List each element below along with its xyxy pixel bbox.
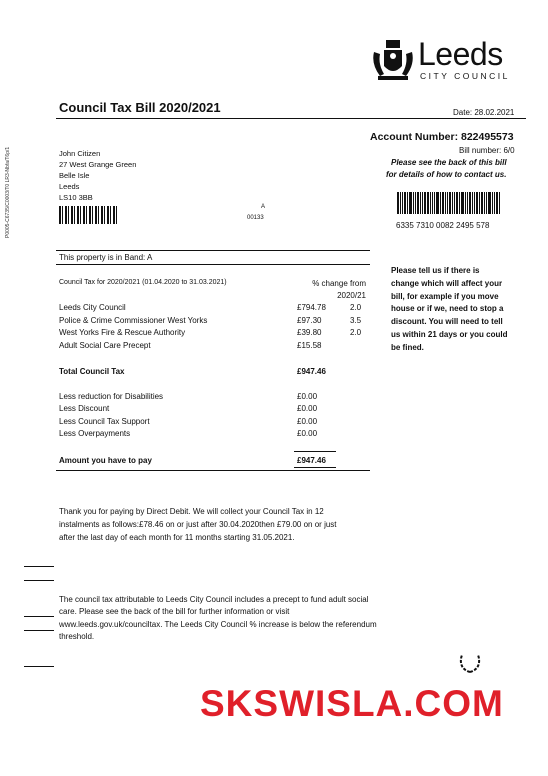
barcode-bar — [445, 192, 446, 214]
contact-note-2: for details of how to contact us. — [386, 170, 507, 179]
barcode-bar — [422, 192, 423, 214]
tax-item-label: West Yorks Fire & Rescue Authority — [59, 328, 186, 337]
tell-us-line: be fined. — [391, 342, 424, 352]
pay-rule-bottom — [294, 467, 336, 468]
property-band: This property is in Band: A — [59, 253, 153, 262]
bill-date: Date: 28.02.2021 — [453, 108, 515, 117]
barcode-bar — [499, 192, 500, 214]
tax-item-label: Leeds City Council — [59, 303, 126, 312]
precept-line: www.leeds.gov.uk/counciltax. The Leeds City Council % increase is below the referendum — [59, 619, 377, 629]
barcode-bar — [461, 192, 464, 214]
address-line: 27 West Grange Green — [59, 160, 137, 169]
barcode-bar — [442, 192, 444, 214]
deduction-amount: £0.00 — [297, 404, 318, 413]
tax-item-amount: £39.80 — [297, 328, 322, 337]
margin-mark — [24, 566, 54, 567]
total-label: Total Council Tax — [59, 367, 125, 376]
account-barcode — [397, 192, 505, 214]
deduction-label: Less Overpayments — [59, 429, 131, 438]
precept-line: care. Please see the back of the bill for further information or visit — [59, 607, 290, 617]
barcode-bar — [404, 192, 406, 214]
barcode-bar — [434, 192, 435, 214]
logo-subtitle: CITY COUNCIL — [420, 71, 510, 81]
precept-paragraph — [59, 594, 377, 643]
deduction-label: Less Council Tax Support — [59, 417, 150, 426]
payment-line: instalments as follows:£78.46 on or just after 30.04.2020then £79.00 on or just — [59, 520, 337, 529]
change-header-2: 2020/21 — [337, 291, 366, 300]
pay-label: Amount you have to pay — [59, 456, 152, 465]
barcode-bar — [454, 192, 455, 214]
section-rule — [56, 470, 370, 471]
tell-us-line: house or if we, need to stop a — [391, 304, 504, 314]
barcode-bar — [436, 192, 439, 214]
title-rule — [56, 118, 526, 119]
barcode-bar — [488, 192, 491, 214]
barcode-bar — [432, 192, 433, 214]
barcode-bar — [447, 192, 448, 214]
barcode-bar — [430, 192, 431, 214]
barcode-bar — [467, 192, 468, 214]
tax-item-amount: £97.30 — [297, 316, 322, 325]
deduction-amount: £0.00 — [297, 392, 318, 401]
barcode-bar — [400, 192, 401, 214]
coat-of-arms-icon — [370, 38, 416, 82]
band-rule-top — [56, 250, 370, 251]
barcode-number: 6335 7310 0082 2495 578 — [396, 221, 490, 230]
bill-title: Council Tax Bill 2020/2021 — [59, 100, 221, 115]
address-line: Leeds — [59, 182, 80, 191]
tax-item-change: 3.5 — [350, 316, 362, 325]
barcode-bar — [484, 192, 485, 214]
tax-item-change: 2.0 — [350, 328, 362, 337]
tell-us-line: us within 21 days or you could — [391, 329, 508, 339]
barcode-bar — [402, 192, 403, 214]
barcode-bar — [476, 192, 478, 214]
barcode-bar — [465, 192, 466, 214]
barcode-bar — [456, 192, 458, 214]
pay-rule-top — [294, 451, 336, 452]
side-code: P0005-C6735/C0003/T0 LR3-Nbfa/T6p/1 — [5, 146, 11, 238]
barcode-bar — [459, 192, 460, 214]
barcode-bar — [479, 192, 480, 214]
band-rule-bottom — [56, 264, 370, 265]
payment-line: after the last day of each month for 11 months starting 31.05.2021. — [59, 533, 295, 542]
barcode-bar — [397, 192, 399, 214]
barcode-bar — [424, 192, 426, 214]
barcode-bar — [496, 192, 498, 214]
margin-mark — [24, 666, 54, 667]
barcode-bar — [492, 192, 493, 214]
barcode-bar — [417, 192, 419, 214]
payment-paragraph — [59, 505, 337, 544]
pay-amount: £947.46 — [297, 456, 326, 465]
deduction-label: Less Discount — [59, 404, 110, 413]
barcode-bar — [472, 192, 473, 214]
precept-line: threshold. — [59, 631, 95, 641]
bill-number: Bill number: 6/0 — [459, 146, 515, 155]
barcode-bar — [409, 192, 412, 214]
change-header-1: % change from — [312, 279, 366, 288]
mail-barcode — [59, 206, 117, 224]
precept-line: The council tax attributable to Leeds City Council includes a precept to fund adult social — [59, 595, 369, 604]
mail-code: 00133 — [247, 215, 264, 221]
barcode-bar — [449, 192, 451, 214]
tax-item-change: 2.0 — [350, 303, 362, 312]
tell-us-line: bill, for example if you move — [391, 291, 499, 301]
tax-item-label: Police & Crime Commissioner West Yorks — [59, 316, 208, 325]
barcode-bar — [481, 192, 483, 214]
council-logo — [370, 38, 522, 82]
barcode-bar — [486, 192, 487, 214]
tax-item-label: Adult Social Care Precept — [59, 341, 151, 350]
address-line: LS10 3BB — [59, 193, 93, 202]
deduction-amount: £0.00 — [297, 429, 318, 438]
contact-note-1: Please see the back of this bill — [391, 158, 507, 167]
address-line: Belle Isle — [59, 171, 90, 180]
barcode-bar — [415, 192, 416, 214]
barcode-bar — [440, 192, 441, 214]
tell-us-line: discount. You will need to tell — [391, 317, 503, 327]
barcode-bar — [452, 192, 453, 214]
barcode-bar — [407, 192, 408, 214]
barcode-bar — [420, 192, 421, 214]
barcode-bar — [494, 192, 495, 214]
total-amount: £947.46 — [297, 367, 326, 376]
address-block — [59, 148, 136, 203]
tell-us-line: Please tell us if there is — [391, 266, 480, 275]
tax-period-label: Council Tax for 2020/2021 (01.04.2020 to 31.03.2021) — [59, 279, 227, 286]
mail-marker: A — [261, 204, 266, 210]
tax-item-amount: £15.58 — [297, 341, 322, 350]
barcode-bar — [474, 192, 475, 214]
payment-line: Thank you for paying by Direct Debit. We will collect your Council Tax in 12 — [59, 507, 324, 516]
account-number: Account Number: 822495573 — [370, 131, 514, 143]
address-line: John Citizen — [59, 149, 101, 158]
tell-us-notice — [391, 265, 531, 355]
logo-name: Leeds — [418, 36, 503, 72]
margin-mark — [24, 580, 54, 581]
deduction-label: Less reduction for Disabilities — [59, 392, 164, 401]
barcode-bar — [427, 192, 429, 214]
laurel-wreath-icon — [457, 650, 483, 676]
barcode-bar — [413, 192, 414, 214]
watermark: SKSWISLA.COM — [200, 683, 504, 724]
barcode-bar — [469, 192, 471, 214]
margin-mark — [24, 616, 54, 617]
tax-item-amount: £794.78 — [297, 303, 326, 312]
margin-mark — [24, 630, 54, 631]
deduction-amount: £0.00 — [297, 417, 318, 426]
tell-us-line: change which will affect your — [391, 278, 503, 288]
